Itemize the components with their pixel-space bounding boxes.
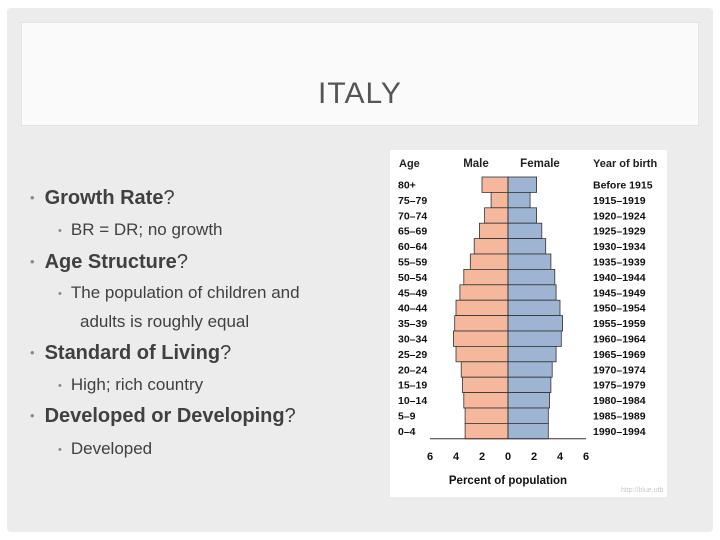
age-group-label: 75–79: [398, 194, 428, 207]
birth-year-label: 1940–1944: [593, 271, 646, 284]
age-group-label: 35–39: [398, 318, 428, 331]
birth-year-label: 1935–1939: [593, 256, 646, 269]
birth-year-label: 1920–1924: [593, 210, 646, 223]
age-group-label: 45–49: [398, 287, 428, 300]
male-bar: [463, 377, 509, 392]
sub-bullet-text: BR = DR; no growth: [70, 220, 223, 239]
age-group-label: 40–44: [398, 302, 428, 315]
sub-bullet-text: Developed: [70, 439, 153, 458]
age-group-label: 25–29: [398, 348, 428, 361]
x-tick-label: 2: [478, 450, 486, 463]
bullet-standard-of-living: [30, 342, 231, 365]
female-bar: [508, 393, 550, 408]
male-bar: [460, 285, 508, 300]
header-male: Male: [463, 158, 489, 170]
male-bar: [474, 239, 508, 254]
bullet-age-structure: [30, 251, 188, 274]
male-bar: [464, 269, 508, 284]
bullet-question-mark: ?: [284, 405, 296, 427]
bullet-dot-icon: •: [30, 408, 35, 423]
birth-year-label: 1915–1919: [593, 194, 646, 207]
female-bar: [508, 285, 556, 300]
birth-year-label: 1970–1974: [593, 364, 646, 377]
header-year-of-birth: Year of birth: [593, 158, 658, 170]
age-group-label: 0–4: [398, 425, 416, 438]
male-bar: [464, 393, 508, 408]
female-bar: [508, 316, 563, 331]
male-bar: [485, 208, 508, 223]
female-bar: [508, 223, 542, 238]
bullet-keyword: Age Structure: [44, 251, 177, 273]
female-bar: [508, 331, 561, 346]
male-bar: [465, 423, 508, 438]
age-group-label: 80+: [398, 179, 416, 192]
birth-year-label: 1985–1989: [593, 410, 646, 423]
slide-title: ITALY: [318, 77, 402, 110]
age-group-label: 15–19: [398, 379, 428, 392]
sub-bullet-text: adults is roughly equal: [80, 312, 250, 331]
male-bar: [479, 223, 508, 238]
female-bar: [508, 239, 546, 254]
male-bar: [470, 254, 508, 269]
birth-year-label: 1975–1979: [593, 379, 646, 392]
birth-year-label: 1950–1954: [593, 302, 646, 315]
bullet-dot-icon: •: [58, 380, 62, 392]
x-tick-label: 6: [582, 450, 590, 463]
bullet-question-mark: ?: [220, 342, 232, 364]
header-age: Age: [399, 158, 420, 170]
x-tick-label: 4: [556, 450, 564, 463]
female-bar: [508, 177, 537, 192]
bullet-dot-icon: •: [30, 190, 35, 205]
birth-year-label: 1945–1949: [593, 287, 646, 300]
sub-bullet-growth-rate: [58, 220, 223, 240]
age-group-label: 55–59: [398, 256, 428, 269]
sub-bullet-text: High; rich country: [70, 375, 204, 394]
female-bar: [508, 362, 552, 377]
sub-bullet-standard-of-living: [58, 375, 203, 395]
population-pyramid-chart: [390, 150, 667, 497]
birth-year-label: 1925–1929: [593, 225, 646, 238]
sub-bullet-developed-or-developing: [58, 439, 152, 459]
x-tick-label: 0: [504, 450, 512, 463]
female-bar: [508, 423, 548, 438]
bullet-dot-icon: •: [58, 444, 62, 456]
male-bar: [455, 316, 508, 331]
age-group-label: 60–64: [398, 241, 428, 254]
bullet-question-mark: ?: [163, 187, 175, 209]
age-group-label: 70–74: [398, 210, 428, 223]
population-pyramid-panel: [390, 150, 667, 497]
male-bar: [456, 346, 508, 361]
sub-bullet-age-structure: [58, 283, 300, 303]
source-url: http://blue.utb: [621, 487, 664, 494]
female-bar: [508, 408, 548, 423]
birth-year-label: 1930–1934: [593, 241, 646, 254]
sub-bullet-age-structure-cont: [80, 312, 249, 332]
age-group-label: 30–34: [398, 333, 428, 346]
birth-year-label: 1960–1964: [593, 333, 646, 346]
title-box: [21, 22, 699, 126]
age-group-label: 20–24: [398, 364, 428, 377]
male-bar: [456, 300, 508, 315]
bullet-dot-icon: •: [30, 254, 35, 269]
male-bar: [482, 177, 508, 192]
sub-bullet-text: The population of children and: [70, 283, 300, 302]
x-tick-label: 2: [530, 450, 538, 463]
bullet-question-mark: ?: [176, 251, 188, 273]
age-group-label: 50–54: [398, 271, 428, 284]
x-tick-label: 4: [452, 450, 460, 463]
bullet-dot-icon: •: [58, 288, 62, 300]
birth-year-label: 1955–1959: [593, 318, 646, 331]
age-group-label: 5–9: [398, 410, 416, 423]
birth-year-label: 1980–1984: [593, 395, 646, 408]
female-bar: [508, 192, 530, 207]
bullet-keyword: Standard of Living: [44, 342, 221, 364]
birth-year-label: 1990–1994: [593, 425, 646, 438]
bullet-growth-rate: [30, 187, 175, 210]
age-group-label: 65–69: [398, 225, 428, 238]
male-bar: [465, 408, 508, 423]
bullet-keyword: Developed or Developing: [44, 405, 285, 427]
male-bar: [491, 192, 508, 207]
male-bar: [461, 362, 508, 377]
x-tick-label: 6: [426, 450, 434, 463]
female-bar: [508, 346, 556, 361]
male-bar: [453, 331, 508, 346]
birth-year-label: 1965–1969: [593, 348, 646, 361]
female-bar: [508, 208, 537, 223]
female-bar: [508, 254, 551, 269]
x-axis-title: Percent of population: [448, 474, 568, 487]
age-group-label: 10–14: [398, 395, 428, 408]
bullet-dot-icon: •: [58, 225, 62, 237]
female-bar: [508, 269, 555, 284]
bullet-developed-or-developing: [30, 405, 296, 428]
female-bar: [508, 300, 560, 315]
bullet-dot-icon: •: [30, 345, 35, 360]
bullet-keyword: Growth Rate: [44, 187, 164, 209]
female-bar: [508, 377, 551, 392]
birth-year-label: Before 1915: [593, 179, 653, 192]
header-female: Female: [520, 158, 560, 170]
